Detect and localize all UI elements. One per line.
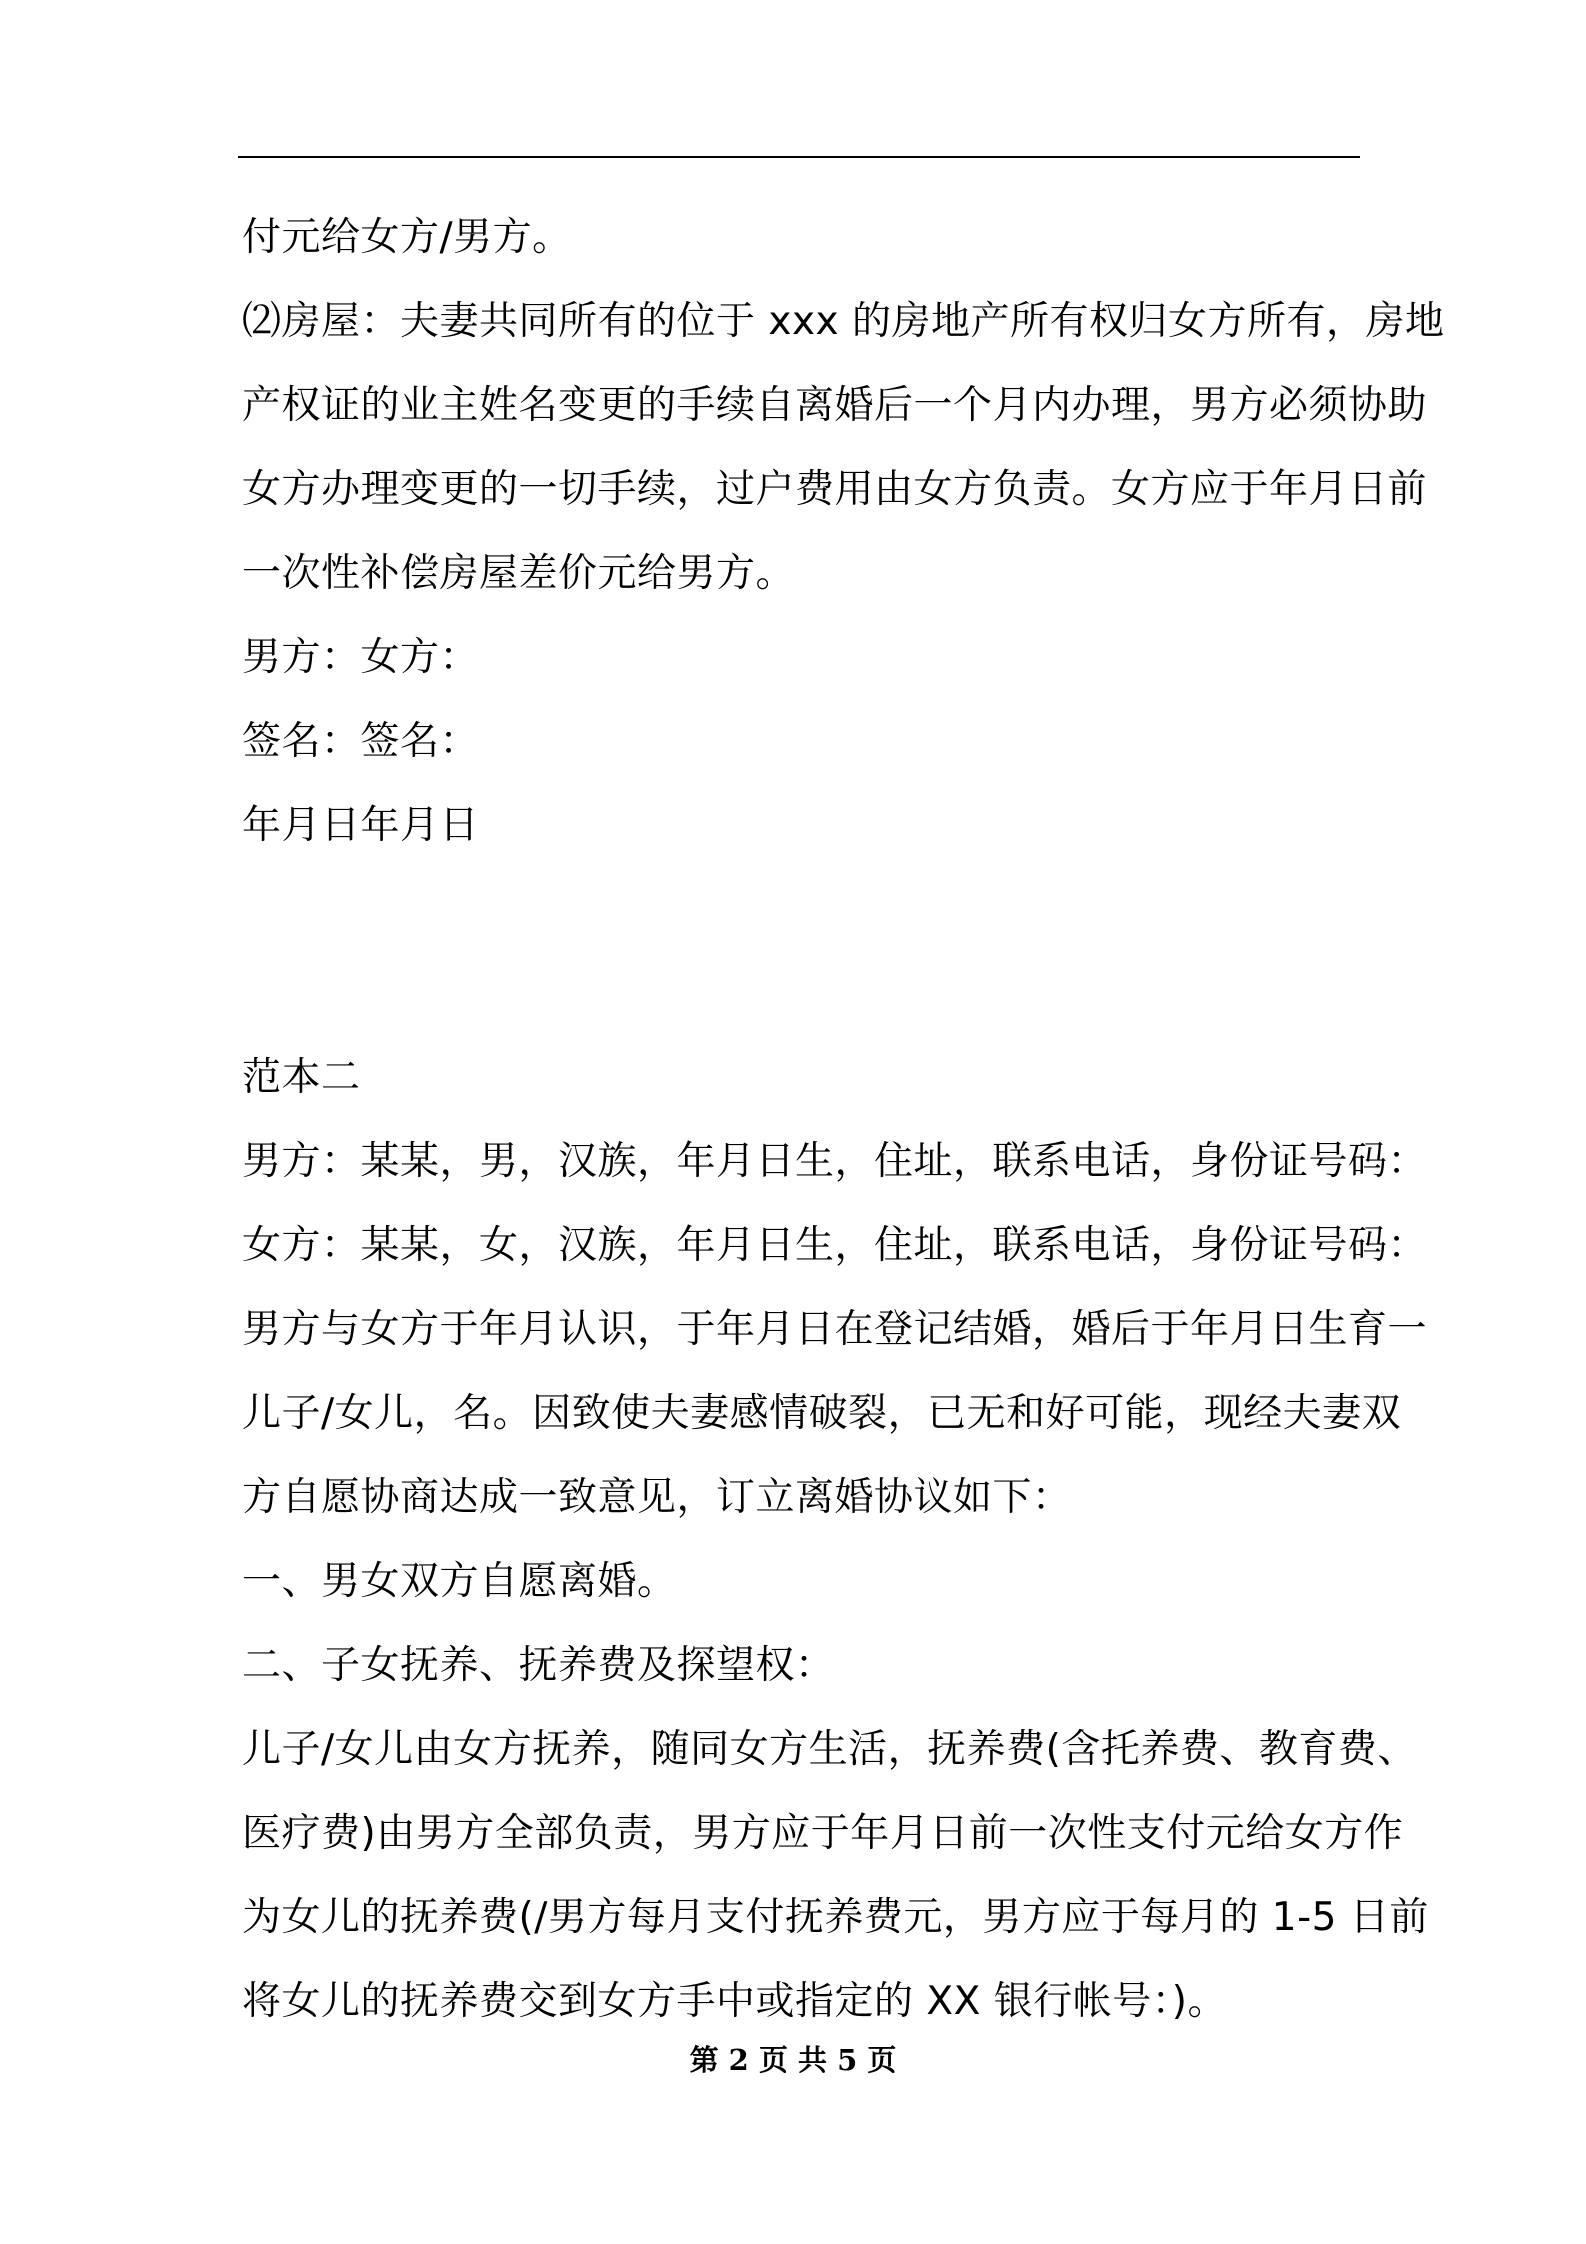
- section-spacer: [242, 868, 1362, 1036]
- signature-name-line: 签名：签名：: [242, 719, 480, 764]
- section-heading: 范本二: [242, 1055, 361, 1100]
- text-line: 女方：某某，女，汉族，年月日生，住址，联系电话，身份证号码：: [242, 1223, 1428, 1268]
- clause-line: 一、男女双方自愿离婚。: [242, 1559, 677, 1604]
- text-line: 医疗费)由男方全部负责，男方应于年月日前一次性支付元给女方作: [242, 1811, 1404, 1856]
- text-line: 女方办理变更的一切手续，过户费用由女方负责。女方应于年月日前: [242, 467, 1428, 512]
- text-line: 男方与女方于年月认识，于年月日在登记结婚，婚后于年月日生育一: [242, 1307, 1428, 1352]
- clause-line: 二、子女抚养、抚养费及探望权：: [242, 1643, 835, 1688]
- text-line: 方自愿协商达成一致意见，订立离婚协议如下：: [242, 1475, 1072, 1520]
- text-line: 儿子/女儿由女方抚养，随同女方生活，抚养费(含托养费、教育费、: [242, 1727, 1417, 1772]
- page-number-footer: 第 2 页 共 5 页: [689, 2043, 897, 2077]
- text-line: 为女儿的抚养费(/男方每月支付抚养费元，男方应于每月的 1-5 日前: [242, 1895, 1429, 1940]
- text-line: 一次性补偿房屋差价元给男方。: [242, 551, 796, 596]
- text-line: 将女儿的抚养费交到女方手中或指定的 XX 银行帐号：)。: [242, 1979, 1227, 2024]
- text-line: 儿子/女儿，名。因致使夫妻感情破裂，已无和好可能，现经夫妻双: [242, 1391, 1402, 1436]
- text-line: ⑵房屋：夫妻共同所有的位于 xxx 的房地产所有权归女方所有，房地: [242, 299, 1445, 344]
- signature-party-line: 男方：女方：: [242, 635, 480, 680]
- text-line: 付元给女方/男方。: [242, 215, 572, 260]
- document-body: [242, 196, 1445, 2044]
- signature-date-line: 年月日年月日: [242, 803, 480, 848]
- text-line: 产权证的业主姓名变更的手续自离婚后一个月内办理，男方必须协助: [242, 383, 1428, 428]
- text-line: 男方：某某，男，汉族，年月日生，住址，联系电话，身份证号码：: [242, 1139, 1428, 1184]
- header-rule: [238, 156, 1360, 158]
